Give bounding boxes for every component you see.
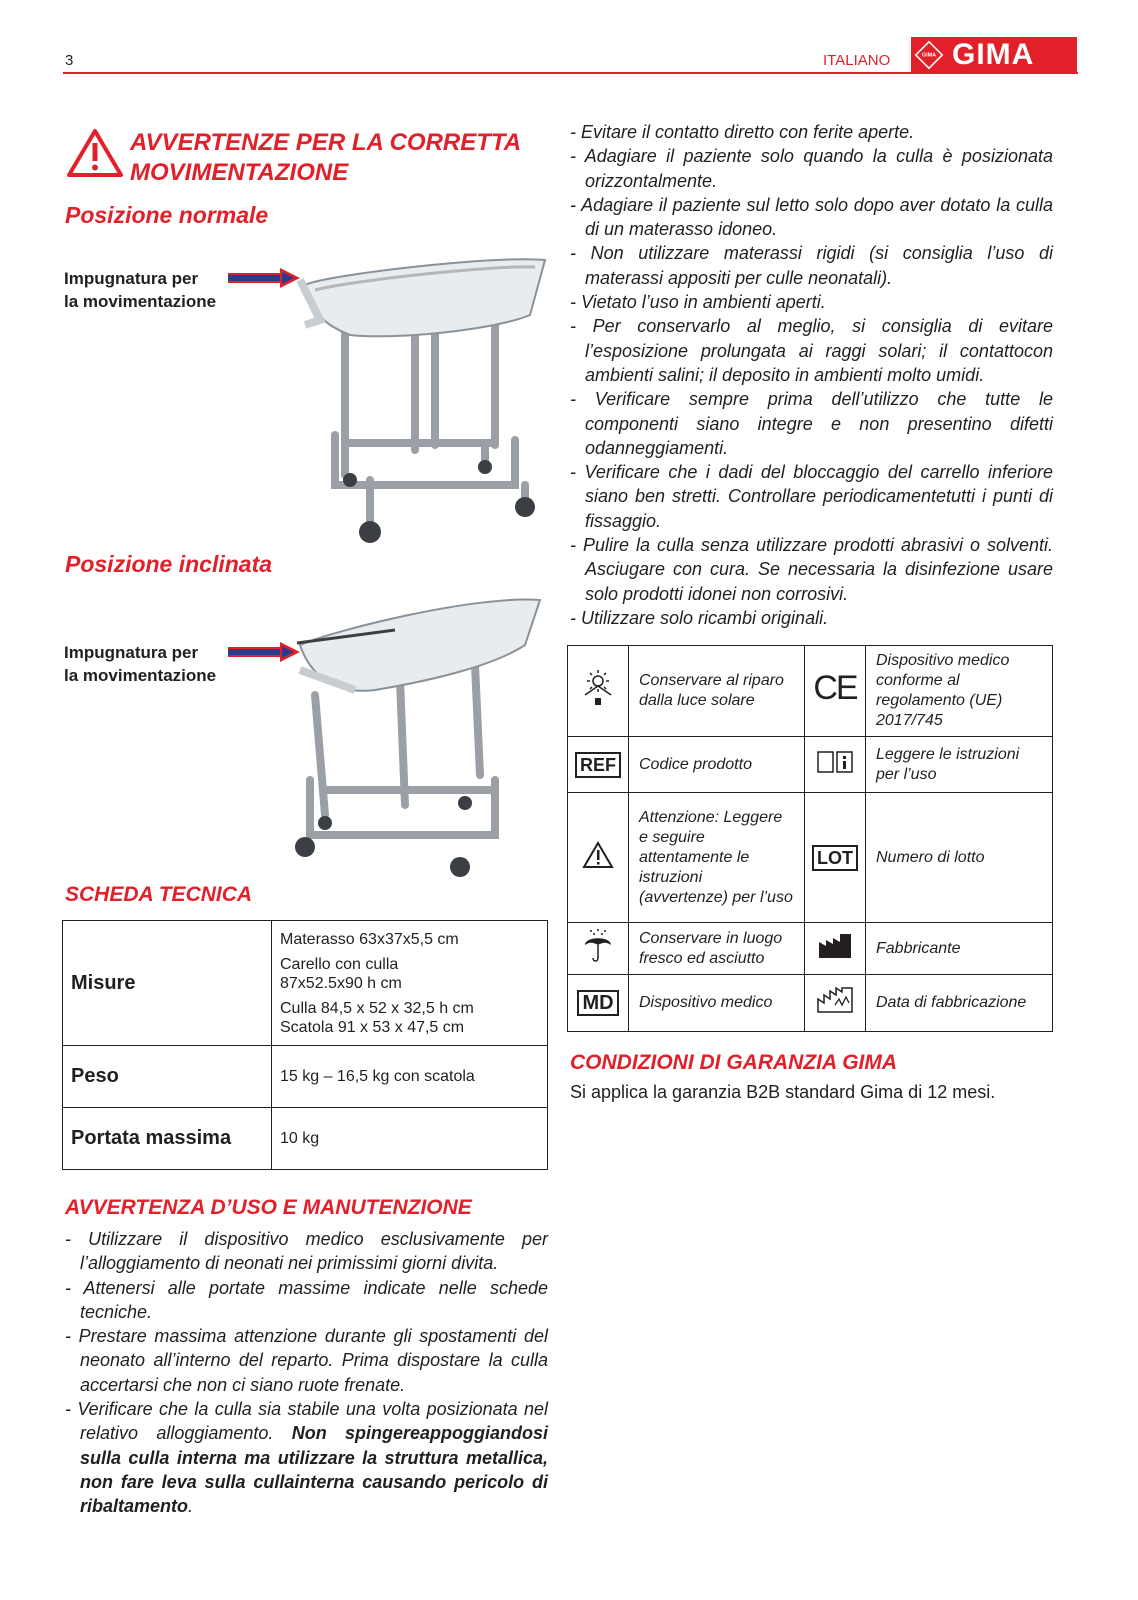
tech-sheet-title: SCHEDA TECNICA xyxy=(65,883,253,906)
list-item: - Per conservarlo al meglio, si consiglia di evitare l’esposizione prolungata ai raggi solari; il contattocon ambienti salini; il deposito in ambienti molto umidi. xyxy=(570,316,1053,385)
symbol-description: Leggere le istruzioni per l’uso xyxy=(866,737,1053,793)
table-row xyxy=(63,921,548,1046)
normal-position-title: Posizione normale xyxy=(65,202,269,228)
header-divider xyxy=(63,72,1078,74)
ref-icon: REF xyxy=(568,737,629,793)
handling-warning-heading: AVVERTENZE PER LA CORRETTA MOVIMENTAZIONE xyxy=(130,129,522,186)
table-row xyxy=(568,975,1053,1032)
ce-mark-icon: CE xyxy=(805,646,866,737)
symbol-description: Conservare in luogo fresco ed asciutto xyxy=(629,923,805,975)
crib-normal-position-image xyxy=(295,245,555,547)
umbrella-icon xyxy=(568,923,629,975)
table-row xyxy=(568,646,1053,737)
symbol-description: Attenzione: Leggere e seguire attentamente le istruzioni (avvertenze) per l’uso xyxy=(629,793,805,923)
spec-value: 10 kg xyxy=(272,1108,548,1170)
manufacture-date-icon xyxy=(805,975,866,1032)
warranty-text: Si applica la garanzia B2B standard Gima di 12 mesi. xyxy=(570,1082,996,1102)
tech-sheet-table xyxy=(62,920,548,1170)
list-item: - Verificare che la culla sia stabile una volta posizionata nel relativo alloggiamento. Non spingereappoggiandosi sulla culla interna ma utilizzare la struttura metallica, non fare leva sulla cullainterna causando pericolo di ribaltamento. xyxy=(65,1399,549,1517)
general-warning-list xyxy=(570,120,1053,630)
list-item: - Vietato l’uso in ambienti aperti. xyxy=(570,292,826,313)
symbol-description: Codice prodotto xyxy=(629,737,805,793)
symbols-table xyxy=(567,645,1053,1032)
spec-key: Misure xyxy=(63,921,272,1046)
read-manual-icon xyxy=(805,737,866,793)
list-item: - Adagiare il paziente solo quando la culla è posizionata orizzontalmente. xyxy=(570,146,1053,191)
warning-icon xyxy=(568,793,629,923)
symbol-description: Dispositivo medico conforme al regolamento (UE) 2017/745 xyxy=(866,646,1053,737)
list-item: - Evitare il contatto diretto con ferite aperte. xyxy=(570,122,915,142)
page-number: 3 xyxy=(65,52,74,69)
handle-label-inclined: Impugnatura per la movimentazione xyxy=(64,643,217,685)
usage-warning-title: AVVERTENZA D’USO E MANUTENZIONE xyxy=(65,1196,472,1219)
symbol-description: Fabbricante xyxy=(866,923,1053,975)
brand-name: GIMA xyxy=(952,37,1035,71)
lot-icon: LOT xyxy=(805,793,866,923)
sun-protection-icon xyxy=(568,646,629,737)
list-item: - Pulire la culla senza utilizzare prodotti abrasivi o solventi. Asciugare con cura. Se necessaria la disinfezione usare solo prodotti idonei non corrosivi. xyxy=(570,535,1053,604)
list-item: - Attenersi alle portate massime indicate nelle schede tecniche. xyxy=(65,1277,548,1322)
crib-inclined-position-image xyxy=(295,585,555,885)
symbol-description: Dispositivo medico xyxy=(629,975,805,1032)
symbol-description: Conservare al riparo dalla luce solare xyxy=(629,646,805,737)
md-icon: MD xyxy=(568,975,629,1032)
list-item: - Verificare sempre prima dell’utilizzo che tutte le componenti siano integre e non presentino difetti odanneggiamenti. xyxy=(570,389,1053,458)
arrow-icon xyxy=(228,267,302,289)
list-item: - Utilizzare il dispositivo medico esclusivamente per l’alloggiamento di neonati nei primissimi giorni divita. xyxy=(65,1229,548,1274)
arrow-icon xyxy=(228,641,302,663)
manufacturer-icon xyxy=(805,923,866,975)
list-item: - Utilizzare solo ricambi originali. xyxy=(570,607,829,628)
table-row xyxy=(63,1046,548,1108)
warning-triangle-icon xyxy=(67,128,123,178)
table-row xyxy=(63,1108,548,1170)
list-item: - Non utilizzare materassi rigidi (si consiglia l’uso di materassi appositi per culle neonatali). xyxy=(570,243,1053,288)
table-row xyxy=(568,737,1053,793)
language-label: ITALIANO xyxy=(823,52,891,69)
list-item: - Prestare massima attenzione durante gli spostamenti del neonato all’interno del reparto. Prima dispostare la culla accertarsi che non ci siano ruote frenate. xyxy=(65,1326,548,1395)
spec-value: Materasso 63x37x5,5 cm Carello con culla 87x52.5x90 h cm Culla 84,5 x 52 x 32,5 h cm Scatola 91 x 53 x 47,5 cm xyxy=(272,921,548,1046)
spec-key: Portata massima xyxy=(63,1108,272,1170)
spec-key: Peso xyxy=(63,1046,272,1108)
symbol-description: Data di fabbricazione xyxy=(866,975,1053,1032)
gima-logo xyxy=(911,37,1077,72)
list-item: - Adagiare il paziente sul letto solo dopo aver dotato la culla di un materasso idoneo. xyxy=(570,194,1053,240)
table-row xyxy=(568,923,1053,975)
list-item: - Verificare che i dadi del bloccaggio del carrello inferiore siano ben stretti. Controllare periodicamentetutti i punti di fissaggio. xyxy=(570,462,1053,531)
symbol-description: Numero di lotto xyxy=(866,793,1053,923)
gima-emblem-icon: GIMA xyxy=(915,40,944,69)
inclined-position-title: Posizione inclinata xyxy=(65,551,273,577)
usage-warning-list xyxy=(65,1227,548,1519)
table-row xyxy=(568,793,1053,923)
warranty-title: CONDIZIONI DI GARANZIA GIMA xyxy=(570,1051,898,1074)
handle-label-normal: Impugnatura per la movimentazione xyxy=(64,269,217,311)
spec-value: 15 kg – 16,5 kg con scatola xyxy=(272,1046,548,1108)
